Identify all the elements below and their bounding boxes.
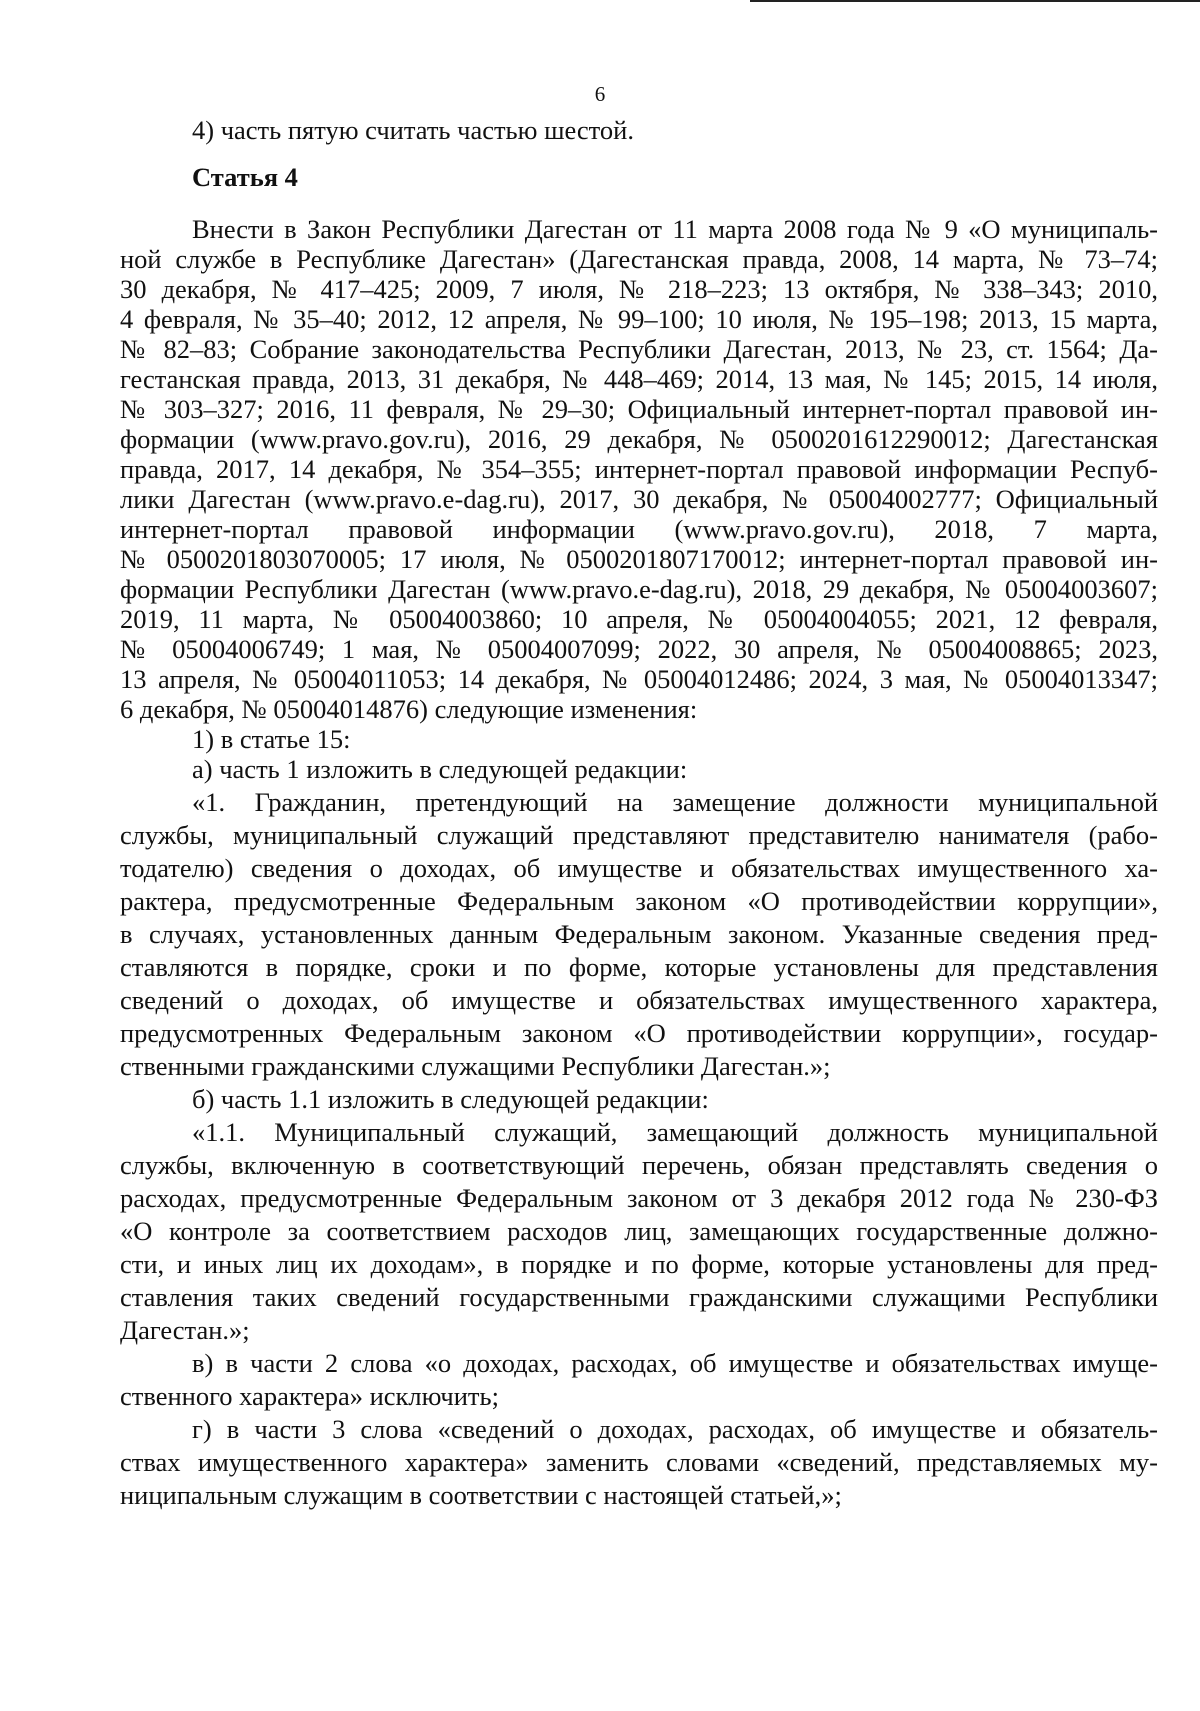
text-line: ной службе в Республике Дагестан» (Дагестанская правда, 2008, 14 марта, № 73–74; <box>120 244 1158 274</box>
text-line: «О контроле за соответствием расходов лиц, замещающих государственные должно- <box>120 1216 1158 1246</box>
text-line: «1. Гражданин, претендующий на замещение должности муниципальной <box>192 787 1158 817</box>
text-line: ниципальным служащим в соответствии с настоящей статьей,»; <box>120 1480 842 1510</box>
text-line: г) в части 3 слова «сведений о доходах, расходах, об имуществе и обязатель- <box>192 1414 1158 1444</box>
text-line: «1.1. Муниципальный служащий, замещающий должность муниципальной <box>192 1117 1158 1147</box>
text-line: ствах имущественного характера» заменить словами «сведений, представляемых му- <box>120 1447 1158 1477</box>
text-line: интернет-портал правовой информации (www.pravo.gov.ru), 2018, 7 марта, <box>120 514 1158 544</box>
text-line: 13 апреля, № 05004011053; 14 декабря, № 05004012486; 2024, 3 мая, № 05004013347; <box>120 664 1158 694</box>
text-line: № 0500201803070005; 17 июля, № 0500201807170012; интернет-портал правовой ин- <box>120 544 1158 574</box>
text-line: № 05004006749; 1 мая, № 05004007099; 2022, 30 апреля, № 05004008865; 2023, <box>120 634 1158 664</box>
text-line: правда, 2017, 14 декабря, № 354–355; интернет-портал правовой информации Респуб- <box>120 454 1158 484</box>
text-line: расходах, предусмотренные Федеральным законом от 3 декабря 2012 года № 230-ФЗ <box>120 1183 1158 1213</box>
scan-edge-line <box>750 0 1200 2</box>
page-number: 6 <box>594 82 606 106</box>
text-line: ставляются в порядке, сроки и по форме, которые установлены для представления <box>120 952 1158 982</box>
text-line: рактера, предусмотренные Федеральным законом «О противодействии коррупции», <box>120 886 1158 916</box>
list-item: б) часть 1.1 изложить в следующей редакции: <box>192 1084 709 1114</box>
list-item: а) часть 1 изложить в следующей редакции: <box>192 754 688 784</box>
text-line: Дагестан.»; <box>120 1315 250 1345</box>
text-line: 30 декабря, № 417–425; 2009, 7 июля, № 218–223; 13 октября, № 338–343; 2010, <box>120 274 1158 304</box>
text-line: сведений о доходах, об имуществе и обязательствах имущественного характера, <box>120 985 1158 1015</box>
text-line: № 82–83; Собрание законодательства Республики Дагестан, 2013, № 23, ст. 1564; Да- <box>120 334 1158 364</box>
text-line: ставления таких сведений государственными гражданскими служащими Республики <box>120 1282 1158 1312</box>
list-item-part-five: 4) часть пятую считать частью шестой. <box>192 115 634 145</box>
text-line: формации Республики Дагестан (www.pravo.e-dag.ru), 2018, 29 декабря, № 05004003607; <box>120 574 1158 604</box>
text-line: 6 декабря, № 05004014876) следующие изменения: <box>120 694 698 724</box>
text-line: в случаях, установленных данным Федеральным законом. Указанные сведения пред- <box>120 919 1158 949</box>
text-line: ственными гражданскими служащими Республики Дагестан.»; <box>120 1051 831 1081</box>
text-line: ственного характера» исключить; <box>120 1381 499 1411</box>
text-line: № 303–327; 2016, 11 февраля, № 29–30; Официальный интернет-портал правовой ин- <box>120 394 1158 424</box>
list-item: 1) в статье 15: <box>192 724 351 754</box>
text-line: Внести в Закон Республики Дагестан от 11 марта 2008 года № 9 «О муниципаль- <box>192 214 1158 244</box>
text-line: сти, и иных лиц их доходам», в порядке и по форме, которые установлены для пред- <box>120 1249 1158 1279</box>
text-line: службы, включенную в соответствующий перечень, обязан представлять сведения о <box>120 1150 1158 1180</box>
text-line: лики Дагестан (www.pravo.e-dag.ru), 2017, 30 декабря, № 05004002777; Официальный <box>120 484 1158 514</box>
article-heading: Статья 4 <box>192 162 298 192</box>
text-line: 2019, 11 марта, № 05004003860; 10 апреля, № 05004004055; 2021, 12 февраля, <box>120 604 1158 634</box>
text-line: 4 февраля, № 35–40; 2012, 12 апреля, № 99–100; 10 июля, № 195–198; 2013, 15 марта, <box>120 304 1158 334</box>
text-line: гестанская правда, 2013, 31 декабря, № 448–469; 2014, 13 мая, № 145; 2015, 14 июля, <box>120 364 1158 394</box>
text-line: предусмотренных Федеральным законом «О противодействии коррупции», государ- <box>120 1018 1158 1048</box>
text-line: тодателю) сведения о доходах, об имуществе и обязательствах имущественного ха- <box>120 853 1158 883</box>
text-line: службы, муниципальный служащий представляют представителю нанимателя (рабо- <box>120 820 1158 850</box>
text-line: в) в части 2 слова «о доходах, расходах, об имуществе и обязательствах имуще- <box>192 1348 1158 1378</box>
text-line: формации (www.pravo.gov.ru), 2016, 29 декабря, № 0500201612290012; Дагестанская <box>120 424 1158 454</box>
